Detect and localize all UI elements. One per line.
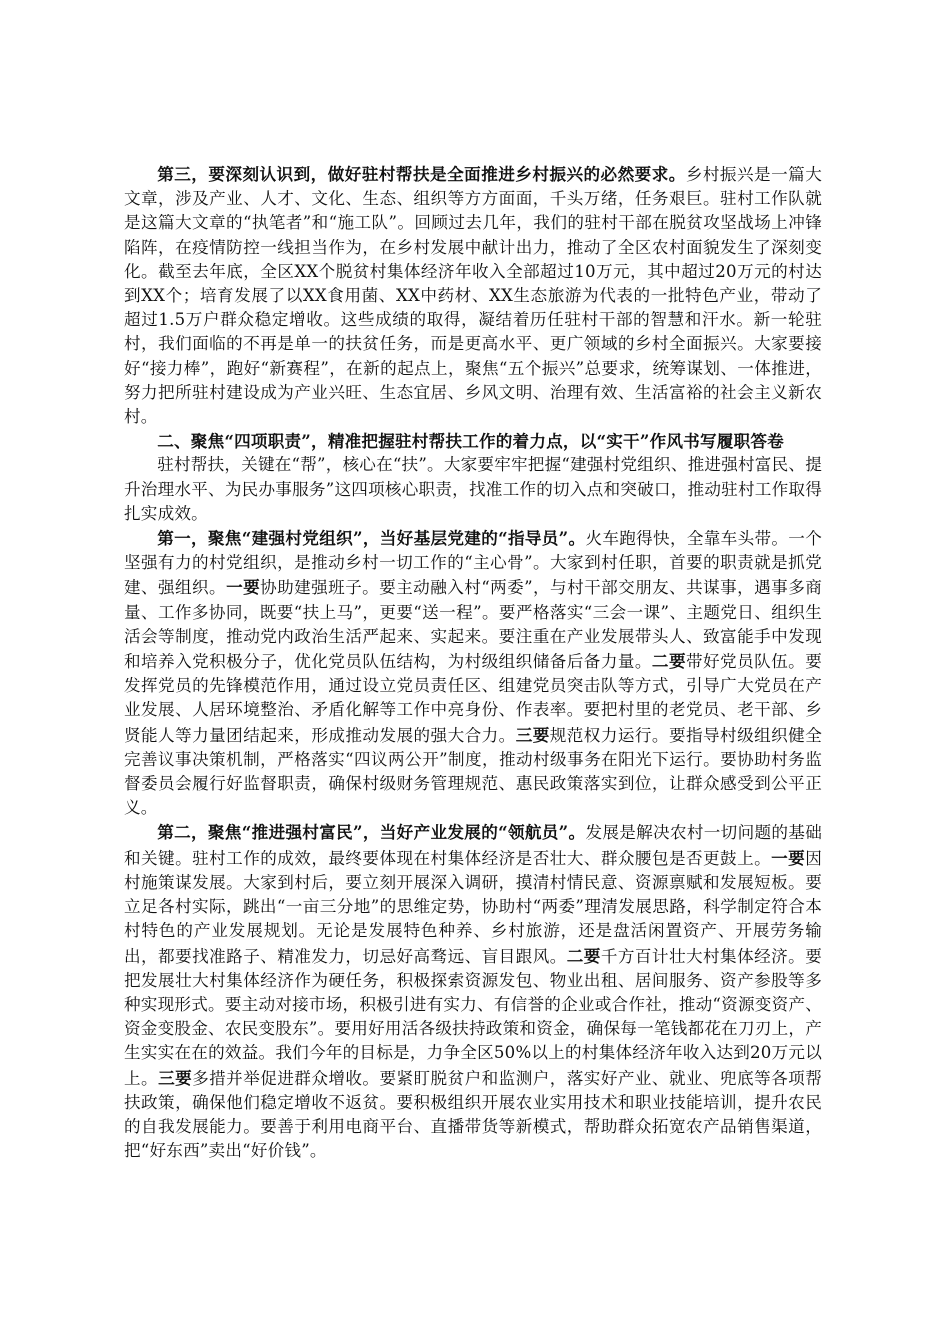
keyword-second: 二要 bbox=[651, 651, 686, 672]
keyword-third: 三要 bbox=[515, 724, 550, 745]
document-body bbox=[124, 162, 822, 1163]
keyword-first: 一要 bbox=[226, 577, 261, 598]
paragraph-text: 千方百计壮大村集体经济。要把发展壮大村集体经济作为硬任务，积极探索资源发包、物业出租、居间服务、资产参股等多种实现形式。要主动对接市场，积极引进有实力、有信誉的企业或合作社，推动“资源变资产、资金变股金、农民变股东”。要用好用活各级扶持政策和资金，确保每一笔钱都花在刀刃上，产生实实在在的效益。我们今年的目标是，力争全区50%以上的村集体经济年收入达到20万元以上。 bbox=[124, 946, 822, 1088]
paragraph-duty-village-wealth bbox=[124, 820, 822, 1163]
keyword-second: 二要 bbox=[566, 945, 601, 966]
paragraph-text: 规范权力运行。要指导村级组织健全完善议事决策机制，严格落实“四议两公开”制度，推动村级事务在阳光下运行。要协助村务监督委员会履行好监督职责，确保村级财务管理规范、惠民政策落实到位，让群众感受到公平正义。 bbox=[124, 725, 822, 818]
paragraph-text: 火车跑得快，全靠车头带。一个坚强有力的村党组织，是推动乡村一切工作的“主心骨”。大家到村任职，首要的职责就是抓党建、强组织。 bbox=[124, 529, 822, 598]
paragraph-text: 带好党员队伍。要发挥党员的先锋模范作用，通过设立党员责任区、组建党员突击队等方式，引导广大党员在产业发展、人居环境整治、矛盾化解等工作中亮身份、作表率。要把村里的老党员、老干部、乡贤能人等力量团结起来，形成推动发展的强大合力。 bbox=[124, 652, 822, 745]
paragraph-text: 因村施策谋发展。大家到村后，要立刻开展深入调研，摸清村情民意、资源禀赋和发展短板。要立足各村实际，跳出“一亩三分地”的思维定势，协助村“两委”理清发展思路，科学制定符合本村特色的产业发展规划。无论是发展特色种养、乡村旅游，还是盘活闲置资产、开展劳务输出，都要找准路子、精准发力，切忌好高骛远、盲目跟风。 bbox=[124, 848, 822, 966]
keyword-third: 三要 bbox=[158, 1067, 193, 1088]
paragraph-intro-duties: 驻村帮扶，关键在“帮”，核心在“扶”。大家要牢牢把握“建强村党组织、推进强村富民、提升治理水平、为民办事服务”这四项核心职责，找准工作的切入点和突破口，推动驻村工作取得扎实成效。 bbox=[124, 455, 822, 523]
keyword-first: 一要 bbox=[771, 847, 806, 868]
paragraph-text: 多措并举促进群众增收。要紧盯脱贫户和监测户，落实好产业、就业、兜底等各项帮扶政策，确保他们稳定增收不返贫。要积极组织开展农业实用技术和职业技能培训，提升农民的自我发展能力。要善于利用电商平台、直播带货等新模式，帮助群众拓宽农产品销售渠道，把“好东西”卖出“好价钱”。 bbox=[124, 1068, 822, 1161]
paragraph-lead: 第二，聚焦“推进强村富民”，当好产业发展的“领航员”。 bbox=[157, 822, 586, 843]
paragraph-text: 发展是解决农村一切问题的基础和关键。驻村工作的成效，最终要体现在村集体经济是否壮大、群众腰包是否更鼓上。 bbox=[124, 823, 822, 868]
paragraph-third-point bbox=[124, 162, 822, 429]
section-heading-2: 二、聚焦“四项职责”，精准把握驻村帮扶工作的着力点，以“实干”作风书写履职答卷 bbox=[157, 431, 784, 452]
paragraph-text: 协助建强班子。要主动融入村“两委”，与村干部交朋友、共谋事，遇事多商量、工作多协同，既要“扶上马”，更要“送一程”。要严格落实“三会一课”、主题党日、组织生活会等制度，推动党内政治生活严起来、实起来。要注重在产业发展带头人、致富能手中发现和培养入党积极分子，优化党员队伍结构，为村级组织储备后备力量。 bbox=[124, 578, 823, 672]
paragraph-lead: 第三，要深刻认识到，做好驻村帮扶是全面推进乡村振兴的必然要求。 bbox=[157, 164, 686, 184]
paragraph-text: 乡村振兴是一篇大文章，涉及产业、人才、文化、生态、组织等方方面面，千头万绪，任务艰巨。驻村工作队就是这篇大文章的“执笔者”和“施工队”。回顾过去几年，我们的驻村干部在脱贫攻坚战场上冲锋陷阵，在疫情防控一线担当作为，在乡村发展中献计出力，推动了全区农村面貌发生了深刻变化。截至去年底，全区XX个脱贫村集体经济年收入全部超过10万元，其中超过20万元的村达到XX个；培育发展了以XX食用菌、XX中药材、XX生态旅游为代表的一批特色产业，带动了超过1.5万户群众稳定增收。这些成绩的取得，凝结着历任驻村干部的智慧和汗水。新一轮驻村，我们面临的不再是单一的扶贫任务，而是更高水平、更广领域的乡村全面振兴。大家要接好“接力棒”，跑好“新赛程”，在新的起点上，聚焦“五个振兴”总要求，统筹谋划、一体推进，努力把所驻村建设成为产业兴旺、生态宜居、乡风文明、治理有效、生活富裕的社会主义新农村。 bbox=[124, 165, 822, 427]
paragraph-duty-party-building bbox=[124, 526, 822, 820]
paragraph-lead: 第一，聚焦“建强村党组织”，当好基层党建的“指导员”。 bbox=[157, 528, 586, 549]
